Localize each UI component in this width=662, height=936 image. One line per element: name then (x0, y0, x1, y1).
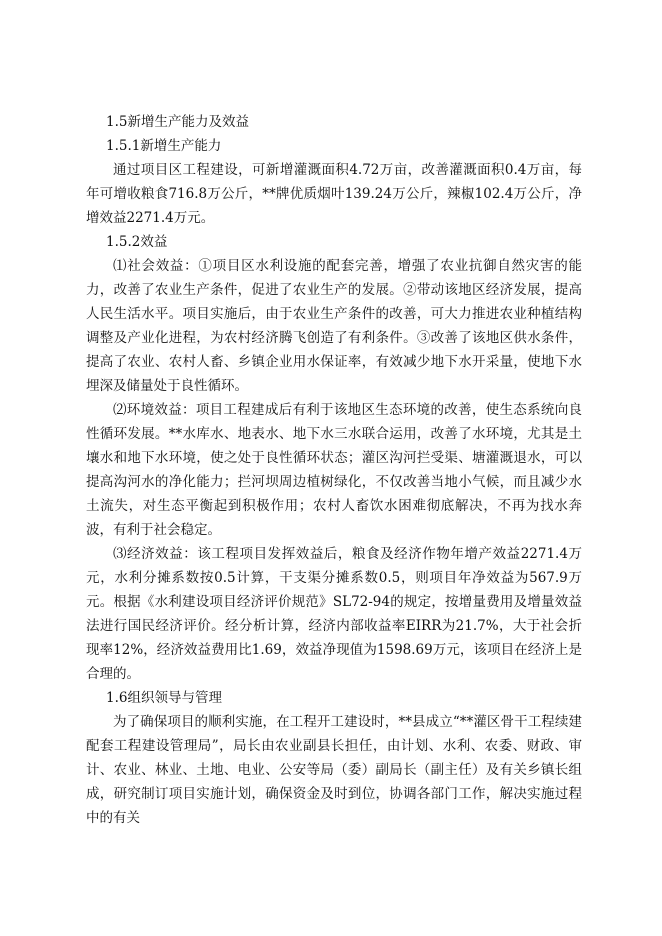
section-heading-1-5-2: 1.5.2效益 (106, 234, 168, 250)
section-heading-1-5: 1.5新增生产能力及效益 (106, 114, 249, 130)
section-heading-1-5-1: 1.5.1新增生产能力 (106, 138, 222, 154)
paragraph-social-benefit: ⑴社会效益：①项目区水利设施的配套完善，增强了农业抗御自然灾害的能力，改善了农业生产条件，促进了农业生产的发展。②带动该地区经济发展，提高人民生活水平。项目实施后，由于农业生产条件的改善，可大力推进农业种植结构调整及产业化进程，为农村经济腾飞创造了有利条件。③改善了该地区供水条件，提高了农业、农村人畜、乡镇企业用水保证率，有效减少地下水开采量，使地下水埋深及储量处于良性循环。 (86, 258, 582, 394)
paragraph-economic-benefit: ⑶经济效益：该工程项目发挥效益后，粮食及经济作物年增产效益2271.4万元，水利分摊系数按0.5计算，干支渠分摊系数0.5，则项目年净效益为567.9万元。根据《水利建设项目经济评价规范》SL72-94的规定，按增量费用及增量效益法进行国民经济评价。经分析计算，经济内部收益率EIRR为21.7%，大于社会折现率12%，经济效益费用比1.69，效益净现值为1598.69万元，该项目在经济上是合理的。 (86, 546, 582, 682)
document-body (86, 110, 582, 830)
paragraph-environmental-benefit: ⑵环境效益：项目工程建成后有利于该地区生态环境的改善，使生态系统向良性循环发展。**水库水、地表水、地下水三水联合运用，改善了水环境，尤其是土壤水和地下水环境，使之处于良性循环状态；灌区沟河拦受渠、塘灌溉退水，可以提高沟河水的净化能力；拦河坝周边植树绿化，不仅改善当地小气候，而且减少水土流失，对生态平衡起到积极作用；农村人畜饮水困难彻底解决，不再为找水奔波，有利于社会稳定。 (86, 402, 582, 538)
paragraph-production-capacity: 通过项目区工程建设，可新增灌溉面积4.72万亩，改善灌溉面积0.4万亩，每年可增收粮食716.8万公斤，**牌优质烟叶139.24万公斤，辣椒102.4万公斤，净增效益2271.4万元。 (86, 162, 582, 226)
section-heading-1-6: 1.6组织领导与管理 (106, 690, 222, 706)
paragraph-organization: 为了确保项目的顺利实施，在工程开工建设时，**县成立“**灌区骨干工程续建配套工程建设管理局”，局长由农业副县长担任，由计划、水利、农委、财政、审计、农业、林业、土地、电业、公安等局（委）副局长（副主任）及有关乡镇长组成，研究制订项目实施计划，确保资金及时到位，协调各部门工作，解决实施过程中的有关 (86, 714, 582, 826)
